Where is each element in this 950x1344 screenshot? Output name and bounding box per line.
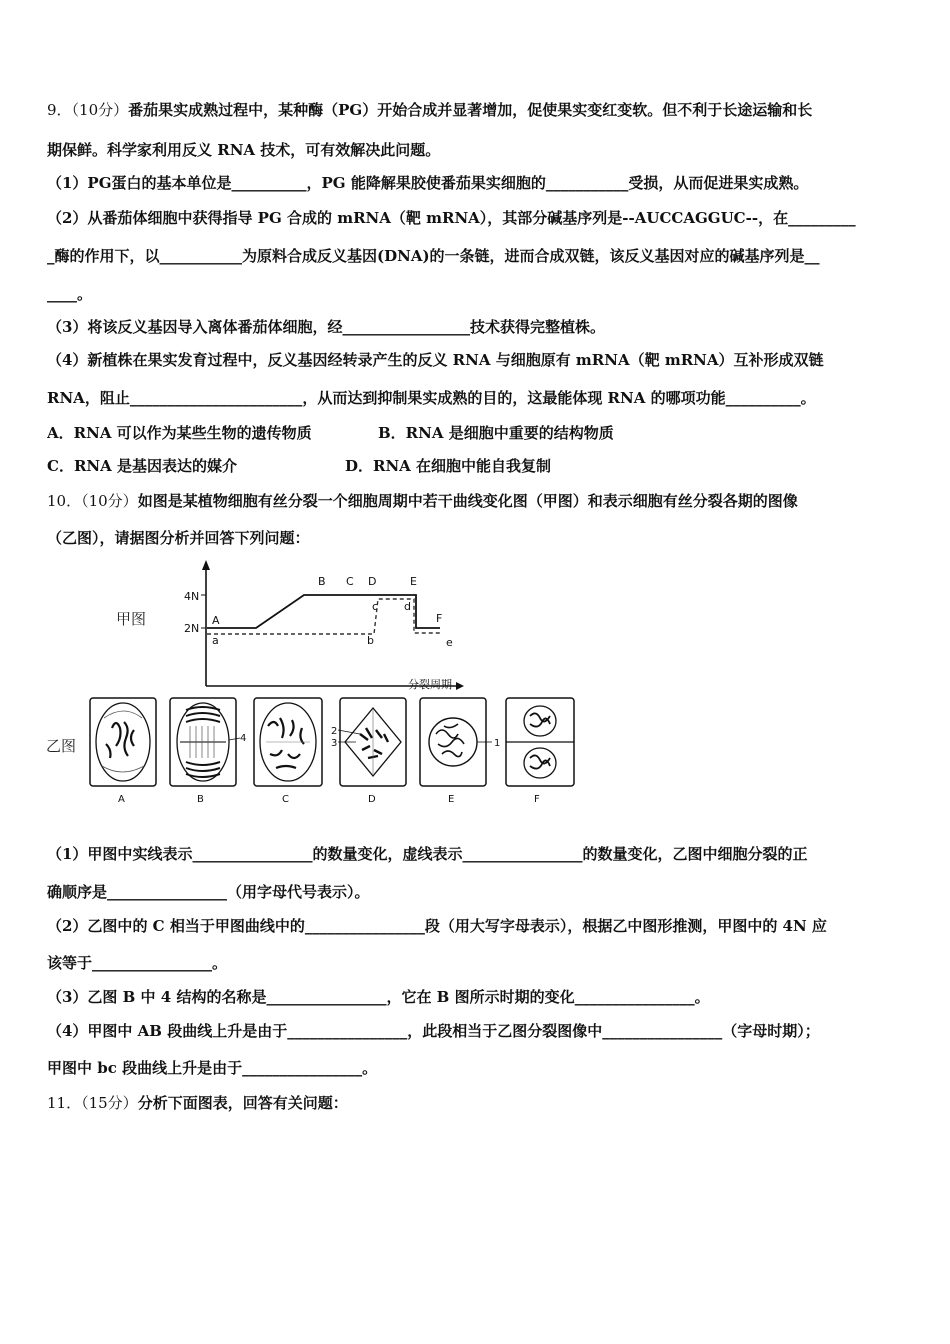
q10-part1-line2: 确顺序是________________（用字母代号表示）。 (47, 883, 370, 901)
y-axis-arrow-icon (202, 560, 210, 570)
cell-a (90, 698, 156, 786)
jia-figure-label: 甲图 (116, 610, 147, 628)
question-number: 10．（10分） (47, 492, 138, 510)
q9-part3: （3）将该反义基因导入离体番茄体细胞，经_________________技术获得完整植株。 (47, 318, 605, 336)
marker-4: 4 (240, 733, 247, 744)
cell-d (338, 698, 406, 786)
q9-part2-line1: （2）从番茄体细胞中获得指导 PG 合成的 mRNA（靶 mRNA），其部分碱基序列是--AUCCAGGUC--，在_________ (47, 209, 856, 227)
yi-figure-label: 乙图 (46, 737, 77, 755)
q9-part4-line2: RNA，阻止_______________________，从而达到抑制果实成熟的目的，这最能体现 RNA 的哪项功能__________。 (47, 389, 816, 407)
q11-stem: 11．（15分）分析下面图表，回答有关问题： (47, 1094, 348, 1112)
cell-label-a: A (118, 794, 125, 805)
point-label-c: c (372, 600, 379, 613)
cell-c (254, 698, 322, 786)
question-number: 11．（15分） (47, 1094, 138, 1112)
point-label-F: F (436, 612, 443, 625)
marker-2: 2 (331, 726, 338, 737)
q9-option-c: C．RNA 是基因表达的媒介 (47, 457, 237, 475)
q10-part4-line1: （4）甲图中 AB 段曲线上升是由于________________，此段相当于乙图分裂图像中________________（字母时期）； (47, 1022, 820, 1040)
q9-part2-line2: _酶的作用下，以___________为原料合成反义基因(DNA)的一条链，进而合成双链，该反义基因对应的碱基序列是__ (47, 247, 820, 265)
q10-figure (44, 558, 580, 810)
x-axis-label: 分裂周期 (408, 678, 452, 691)
point-label-d: d (404, 600, 411, 613)
marker-1: 1 (494, 738, 501, 749)
q10-part2-line2: 该等于________________。 (47, 954, 228, 972)
cell-e (420, 698, 492, 786)
cell-label-b: B (197, 794, 204, 805)
cell-label-e: E (448, 794, 455, 805)
question-number: 9．（10分） (47, 101, 129, 119)
q9-part1: （1）PG蛋白的基本单位是__________，PG 能降解果胶使番茄果实细胞的___________受损，从而促进果实成熟。 (47, 174, 809, 192)
cell-f (506, 698, 574, 786)
x-axis-arrow-icon (456, 682, 464, 690)
q9-option-a: A．RNA 可以作为某些生物的遗传物质 (47, 424, 312, 442)
q9-stem-line2: 期保鲜。科学家利用反义 RNA 技术，可有效解决此问题。 (47, 141, 441, 159)
q9-part4-line1: （4）新植株在果实发育过程中，反义基因经转录产生的反义 RNA 与细胞原有 mRNA（靶 mRNA）互补形成双链 (47, 351, 824, 369)
point-label-e: e (446, 636, 453, 649)
q10-stem-line2: （乙图），请据图分析并回答下列问题： (47, 529, 310, 547)
q9-part2-line3: ____。 (47, 285, 93, 303)
point-label-C: C (346, 575, 354, 588)
q9-stem-line1: 9．（10分）番茄果实成熟过程中，某种酶（PG）开始合成并显著增加，促使果实变红变软。但不利于长途运输和长 (47, 101, 813, 119)
q10-stem-line1: 10．（10分）如图是某植物细胞有丝分裂一个细胞周期中若干曲线变化图（甲图）和表示细胞有丝分裂各期的图像 (47, 492, 798, 510)
cell-label-f: F (534, 794, 540, 805)
cell-label-c: C (282, 794, 289, 805)
q10-part2-line1: （2）乙图中的 C 相当于甲图曲线中的________________段（用大写字母表示），根据乙中图形推测，甲图中的 4N 应 (47, 917, 827, 935)
y-label-4n: 4N (184, 590, 200, 603)
y-label-2n: 2N (184, 622, 200, 635)
cell-label-d: D (368, 794, 376, 805)
q9-option-d: D．RNA 在细胞中能自我复制 (345, 457, 552, 475)
point-label-B: B (318, 575, 326, 588)
q10-part1-line1: （1）甲图中实线表示________________的数量变化，虚线表示________________的数量变化，乙图中细胞分裂的正 (47, 845, 808, 863)
q10-part3: （3）乙图 B 中 4 结构的名称是________________，它在 B 图所示时期的变化________________。 (47, 988, 710, 1006)
marker-3: 3 (331, 738, 338, 749)
cell-b (170, 698, 240, 786)
q9-option-b: B．RNA 是细胞中重要的结构物质 (378, 424, 614, 442)
point-label-A: A (212, 614, 220, 627)
q10-part4-line2: 甲图中 bc 段曲线上升是由于________________。 (47, 1059, 378, 1077)
point-label-E: E (410, 575, 417, 588)
point-label-b: b (367, 634, 374, 647)
point-label-a: a (212, 634, 219, 647)
point-label-D: D (368, 575, 377, 588)
